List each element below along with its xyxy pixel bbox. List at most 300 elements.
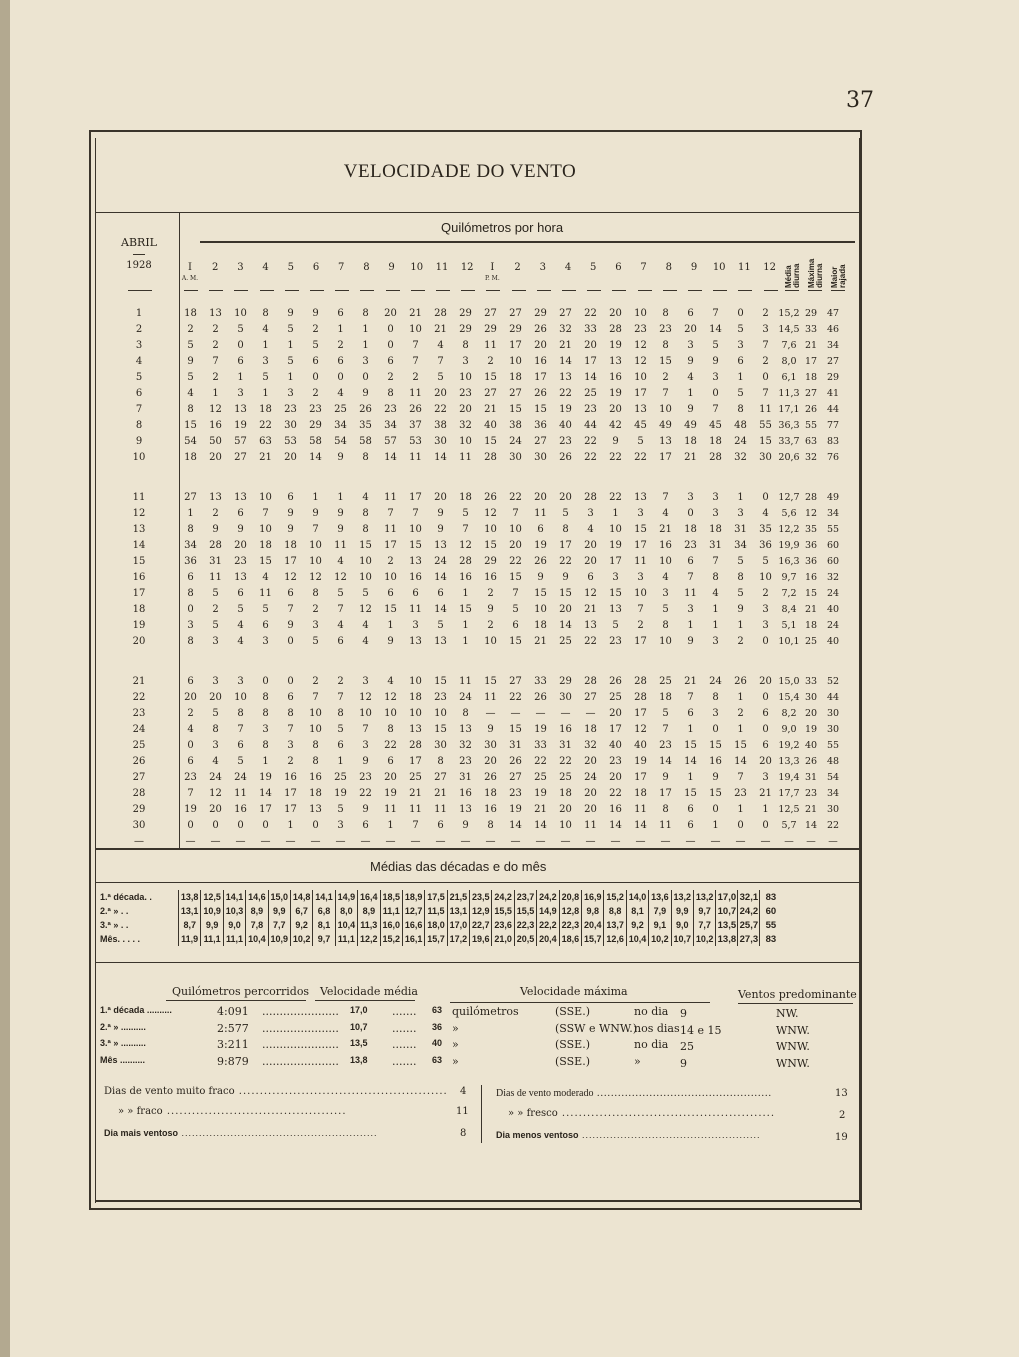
value-cell: 28 (434, 307, 447, 319)
value-cell: 26 (534, 555, 547, 567)
value-cell: 12 (209, 787, 222, 799)
value-cell: 20,6 (778, 451, 800, 463)
value-cell: — (510, 707, 521, 719)
value-cell: 10 (509, 355, 522, 367)
value-cell: 18 (184, 451, 197, 463)
value-cell: 14 (509, 819, 522, 831)
value-cell: 17 (609, 555, 622, 567)
value-cell: 77 (826, 419, 840, 431)
hour-header: 9 (690, 262, 698, 273)
summary-value: 7,7 (268, 918, 290, 932)
value-cell: 24 (209, 771, 222, 783)
value-cell: 13,3 (778, 755, 800, 767)
value-cell: 14,5 (778, 323, 800, 335)
summary-value: 14,6 (246, 890, 268, 904)
value-cell: 9 (437, 507, 444, 519)
value-cell: 36 (804, 539, 818, 551)
summary-value: 16,9 (582, 890, 604, 904)
value-cell: 7 (662, 491, 669, 503)
summary-row (98, 890, 781, 904)
value-cell: 0 (237, 819, 244, 831)
day-cell: 24 (132, 723, 146, 735)
value-cell: 6,1 (781, 371, 797, 383)
value-cell: 29 (826, 371, 840, 383)
value-cell: 7 (662, 723, 669, 735)
day-cell: 1 (135, 307, 143, 319)
value-cell: 17 (634, 539, 647, 551)
value-cell: 27 (184, 491, 197, 503)
value-cell: 8 (662, 307, 669, 319)
value-cell: 28 (459, 555, 472, 567)
value-cell: 13 (659, 435, 672, 447)
header-dash (234, 290, 248, 291)
value-cell: 20 (609, 403, 622, 415)
value-cell: 33 (534, 675, 547, 687)
summary-value: 13,6 (649, 890, 671, 904)
value-cell: 27 (484, 307, 497, 319)
value-cell: 17 (659, 451, 672, 463)
value-cell: 9 (312, 307, 319, 319)
dash-cell: — (710, 835, 721, 847)
value-cell: 19 (804, 723, 818, 735)
hour-header: 12 (763, 262, 776, 273)
summary-row (98, 918, 781, 932)
dia-value: 25 (680, 1040, 694, 1053)
table-row (100, 449, 844, 465)
day-cell: 16 (132, 571, 146, 583)
value-cell: 31 (709, 539, 722, 551)
value-cell: 4 (587, 523, 594, 535)
value-cell: 44 (826, 691, 840, 703)
value-cell: 20 (584, 787, 597, 799)
day-cell: 29 (132, 803, 146, 815)
direction: (SSE.) (555, 1038, 590, 1051)
value-cell: 22 (534, 755, 547, 767)
dias-label-r3: Dia menos ventoso ................................................... (496, 1130, 761, 1140)
value-cell: 8,4 (781, 603, 797, 615)
value-cell: 1 (337, 323, 344, 335)
value-cell: 27 (234, 451, 247, 463)
summary-value: 14,8 (290, 890, 312, 904)
value-cell: 21 (409, 787, 422, 799)
hour-header: 11 (738, 262, 751, 273)
value-cell: 1 (737, 491, 744, 503)
value-cell: 23 (434, 691, 447, 703)
value-cell: 5 (237, 323, 244, 335)
vmed-value: 13,8 (350, 1055, 368, 1065)
value-cell: 19 (609, 387, 622, 399)
value-cell: 30 (826, 803, 840, 815)
value-cell: 63 (804, 435, 818, 447)
summary-value: 23,7 (514, 890, 536, 904)
value-cell: 13 (409, 555, 422, 567)
value-cell: 26 (484, 771, 497, 783)
value-cell: 23 (559, 435, 572, 447)
value-cell: 3 (362, 355, 369, 367)
value-cell: 13 (409, 635, 422, 647)
value-cell: 9 (187, 355, 194, 367)
value-cell: 1 (312, 491, 319, 503)
hour-header: 4 (564, 262, 572, 273)
value-cell: 9 (362, 387, 369, 399)
value-cell: 0 (762, 819, 769, 831)
value-cell: 2 (412, 371, 419, 383)
value-cell: 31 (509, 739, 522, 751)
value-cell: 12 (484, 507, 497, 519)
value-cell: 12 (309, 571, 322, 583)
value-cell: 20 (559, 603, 572, 615)
day-cell: 5 (135, 371, 143, 383)
value-cell: 11 (484, 339, 497, 351)
value-cell: 8 (212, 723, 219, 735)
value-cell: 2 (312, 603, 319, 615)
value-cell: 15 (509, 403, 522, 415)
value-cell: 28 (484, 451, 497, 463)
value-cell: 25 (409, 771, 422, 783)
value-cell: 23 (734, 787, 747, 799)
value-cell: 23 (804, 787, 818, 799)
value-cell: 1 (262, 755, 269, 767)
value-cell: 15 (634, 523, 647, 535)
value-cell: 18 (559, 787, 572, 799)
value-cell: 35 (804, 523, 818, 535)
hour-header: 10 (410, 262, 424, 273)
value-cell: 8 (187, 635, 194, 647)
value-cell: 19 (509, 803, 522, 815)
value-cell: 2 (212, 603, 219, 615)
value-cell: 16 (484, 571, 497, 583)
value-cell: 5 (212, 619, 219, 631)
value-cell: 8 (662, 619, 669, 631)
value-cell: 5 (337, 587, 344, 599)
value-cell: 1 (362, 323, 369, 335)
header-dash (184, 290, 198, 291)
header-dash (663, 290, 677, 291)
value-cell: 20 (559, 803, 572, 815)
value-cell: 7 (762, 339, 769, 351)
value-cell: 10 (234, 691, 247, 703)
value-cell: 10 (759, 571, 772, 583)
value-cell: 14 (434, 451, 447, 463)
rule (96, 848, 860, 850)
value-cell: 16 (609, 371, 622, 383)
value-cell: 31 (559, 739, 572, 751)
day-cell: 18 (132, 603, 146, 615)
summary-value: 8,1 (313, 918, 335, 932)
value-cell: 21 (759, 787, 772, 799)
value-cell: 1 (687, 723, 694, 735)
value-cell: 30 (534, 451, 547, 463)
value-cell: 6 (362, 819, 369, 831)
dash-cell: — (134, 835, 144, 847)
value-cell: 30 (804, 691, 818, 703)
rule (166, 1000, 306, 1001)
value-cell: 41 (826, 387, 840, 399)
value-cell: 20 (584, 755, 597, 767)
summary-value: 11,1 (223, 932, 245, 946)
value-cell: 15 (484, 675, 497, 687)
rule (450, 1002, 710, 1003)
value-cell: 29 (309, 419, 322, 431)
dash-cell: — (260, 835, 271, 847)
value-cell: 21 (684, 451, 697, 463)
rule (96, 962, 860, 963)
header-dash (831, 290, 845, 291)
value-cell: 2 (637, 619, 644, 631)
value-cell: 6 (187, 755, 194, 767)
value-cell: 2 (337, 339, 344, 351)
value-cell: 26 (409, 403, 422, 415)
value-cell: 10 (459, 435, 472, 447)
value-cell: 50 (209, 435, 222, 447)
value-cell: 22 (434, 403, 447, 415)
dias-value-1: 4 (460, 1086, 467, 1097)
value-cell: 29 (534, 307, 547, 319)
value-cell: 9 (562, 571, 569, 583)
value-cell: 6 (687, 803, 694, 815)
day-cell: 27 (132, 771, 146, 783)
value-cell: 24 (709, 675, 722, 687)
summary-value: 10,7 (671, 932, 693, 946)
value-cell: 26 (534, 323, 547, 335)
value-cell: 31 (804, 771, 818, 783)
value-cell: 3 (587, 507, 594, 519)
summary-value: 10,7 (717, 905, 737, 917)
value-cell: 4 (712, 587, 719, 599)
value-cell: 36,3 (778, 419, 800, 431)
value-cell: 8 (437, 755, 444, 767)
day-cell: 25 (132, 739, 146, 751)
value-cell: 26 (804, 403, 818, 415)
value-cell: 10 (634, 371, 647, 383)
value-cell: 13 (434, 539, 447, 551)
value-cell: 33 (804, 675, 818, 687)
value-cell: 18 (709, 435, 722, 447)
value-cell: 10 (359, 555, 372, 567)
summary-value: 9,1 (649, 918, 671, 932)
value-cell: 9 (687, 635, 694, 647)
dash-cell: — (310, 835, 321, 847)
value-cell: 3 (712, 507, 719, 519)
value-cell: 8,2 (781, 707, 797, 719)
hour-header: 6 (312, 262, 320, 273)
vmax-value: 36 (432, 1022, 443, 1032)
value-cell: 8 (737, 403, 744, 415)
value-cell: 20 (584, 539, 597, 551)
value-cell: 0 (187, 739, 194, 751)
value-cell: 8 (462, 707, 469, 719)
unit: » (452, 1038, 459, 1051)
header-dash (436, 290, 450, 291)
value-cell: 18 (684, 523, 697, 535)
value-cell: 45 (634, 419, 647, 431)
value-cell: 6 (387, 355, 394, 367)
value-cell: 34 (384, 419, 397, 431)
summary-value: 11,1 (380, 904, 402, 918)
value-cell: 20 (609, 307, 622, 319)
value-cell: 26 (534, 691, 547, 703)
value-cell: 7 (637, 603, 644, 615)
value-cell: 15 (384, 603, 397, 615)
value-cell: 12 (634, 723, 647, 735)
stat-header: Média diurna (784, 263, 801, 288)
no-dia: no dia (634, 1005, 669, 1018)
summary-value: 22,7 (470, 918, 492, 932)
value-cell: 14 (259, 787, 272, 799)
value-cell: 32 (804, 451, 818, 463)
summary-value: 15,0 (268, 890, 290, 904)
rule (738, 1003, 853, 1004)
value-cell: 13 (609, 603, 622, 615)
value-cell: 0 (762, 691, 769, 703)
day-cell: 15 (132, 555, 146, 567)
value-cell: 22 (584, 635, 597, 647)
hour-header: 5 (287, 262, 294, 273)
value-cell: 20 (209, 691, 222, 703)
value-cell: 10 (434, 707, 447, 719)
value-cell: 15,2 (778, 307, 800, 319)
value-cell: 20 (209, 803, 222, 815)
value-cell: 2 (287, 755, 294, 767)
value-cell: 8 (662, 803, 669, 815)
day-cell: 20 (132, 635, 146, 647)
summary-value: 20,4 (537, 932, 559, 946)
summary-value: 15,7 (582, 932, 604, 946)
value-cell: 40 (559, 419, 572, 431)
value-cell: 23 (234, 555, 247, 567)
bottom-label: 3.ª » .......... (100, 1038, 146, 1048)
value-cell: 11 (459, 451, 472, 463)
value-cell: 30 (509, 451, 522, 463)
value-cell: 19 (609, 539, 622, 551)
value-cell: 6 (287, 691, 294, 703)
hour-header: 7 (640, 262, 647, 273)
dash-cell: — (660, 835, 671, 847)
value-cell: 12 (634, 355, 647, 367)
value-cell: 9 (687, 355, 694, 367)
rule (315, 1000, 415, 1001)
value-cell: 27 (509, 307, 522, 319)
value-cell: 15 (684, 787, 697, 799)
table-row (100, 417, 844, 433)
leader-dots: ....... (392, 1038, 417, 1051)
value-cell: 4 (687, 371, 694, 383)
value-cell: 20 (759, 675, 772, 687)
value-cell: 8 (187, 587, 194, 599)
km-value: 9:879 (217, 1055, 249, 1068)
summary-value: 13,8 (717, 933, 737, 945)
value-cell: 15 (534, 403, 547, 415)
day-cell: 14 (132, 539, 146, 551)
value-cell: 83 (826, 435, 840, 447)
value-cell: 3 (762, 619, 769, 631)
value-cell: 25 (334, 771, 347, 783)
value-cell: 12 (384, 691, 397, 703)
value-cell: — (485, 707, 496, 719)
summary-value: 12,2 (358, 932, 380, 946)
value-cell: 33 (584, 323, 597, 335)
value-cell: 23 (359, 771, 372, 783)
value-cell: 8 (712, 691, 719, 703)
value-cell: 55 (826, 739, 840, 751)
value-cell: 17 (634, 771, 647, 783)
value-cell: 76 (826, 451, 840, 463)
value-cell: 2 (187, 707, 194, 719)
dias-value-r2: 2 (839, 1110, 846, 1121)
value-cell: 5 (562, 507, 569, 519)
value-cell: 9 (687, 403, 694, 415)
day-cell: 8 (135, 419, 143, 431)
header-dash (310, 290, 324, 291)
hour-header: I P. M. (485, 262, 500, 282)
value-cell: 1 (187, 507, 194, 519)
value-cell: 24 (234, 771, 247, 783)
value-cell: 13 (209, 307, 222, 319)
value-cell: 9,7 (781, 571, 797, 583)
header-dash (461, 290, 475, 291)
value-cell: 25 (609, 691, 622, 703)
table-row (100, 553, 844, 569)
value-cell: 24 (826, 587, 840, 599)
value-cell: 22 (584, 451, 597, 463)
summary-value: 14,1 (223, 890, 245, 904)
value-cell: 16 (309, 771, 322, 783)
summary-value: 18,6 (559, 932, 581, 946)
value-cell: 1 (687, 619, 694, 631)
dias-value-3: 8 (460, 1128, 467, 1139)
value-cell: 12 (804, 507, 818, 519)
summary-row (98, 904, 781, 918)
value-cell: 3 (712, 707, 719, 719)
summary-value: 12,9 (470, 904, 492, 918)
value-cell: 10 (309, 539, 322, 551)
leader-dots: ...................... (262, 1055, 339, 1068)
value-cell: 27 (804, 387, 818, 399)
summary-value: 13,2 (671, 890, 693, 904)
value-cell: — (560, 707, 571, 719)
value-cell: 29 (459, 323, 472, 335)
summary-value: 11,1 (201, 932, 223, 946)
value-cell: 7 (387, 507, 394, 519)
value-cell: 3 (212, 635, 219, 647)
value-cell: 6 (512, 619, 519, 631)
value-cell: 21 (534, 635, 547, 647)
value-cell: 1 (287, 371, 294, 383)
value-cell: 11 (209, 571, 222, 583)
summary-value: 9,7 (693, 904, 715, 918)
value-cell: 7 (262, 507, 269, 519)
value-cell: 8 (312, 755, 319, 767)
summary-value: 14,9 (335, 890, 357, 904)
value-cell: 47 (826, 307, 840, 319)
value-cell: 10 (359, 571, 372, 583)
value-cell: 3 (262, 723, 269, 735)
value-cell: 46 (826, 323, 840, 335)
value-cell: 5 (237, 603, 244, 615)
value-cell: 37 (409, 419, 422, 431)
value-cell: 10,1 (778, 635, 800, 647)
dias-value-r3: 19 (835, 1132, 848, 1143)
value-cell: 22 (559, 555, 572, 567)
value-cell: 31 (459, 771, 472, 783)
summary-value: 25,7 (739, 919, 759, 931)
value-cell: 14 (534, 819, 547, 831)
value-cell: 20 (384, 771, 397, 783)
value-cell: 9 (287, 619, 294, 631)
dia-value: 9 (680, 1007, 687, 1020)
value-cell: 33 (804, 323, 818, 335)
value-cell: 9 (737, 603, 744, 615)
